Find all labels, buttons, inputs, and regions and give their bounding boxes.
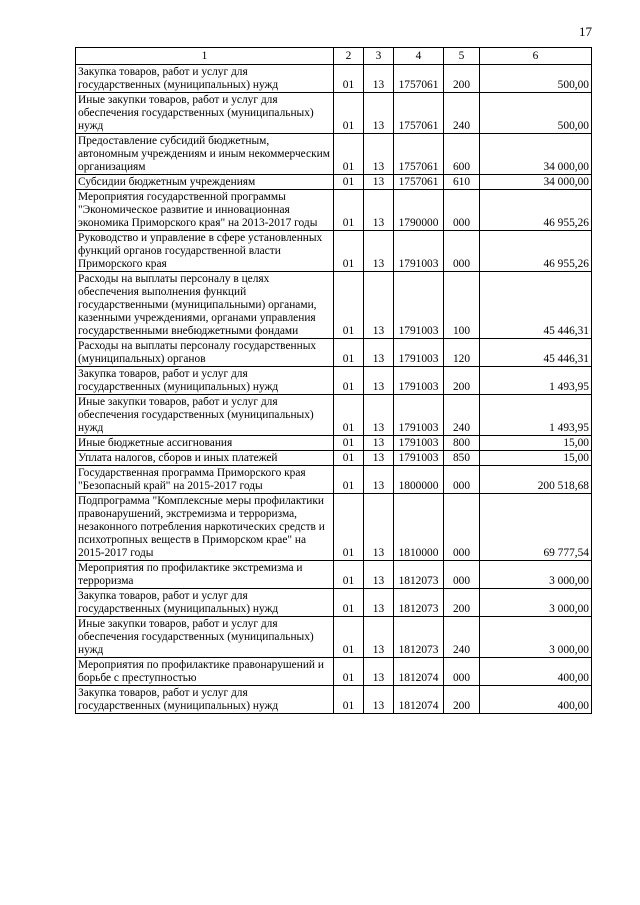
target-article-cell: 1757061 xyxy=(394,65,444,93)
target-article-cell: 1757061 xyxy=(394,134,444,175)
table-row xyxy=(76,466,592,494)
expense-type-cell: 240 xyxy=(444,617,480,658)
row-name-cell: Закупка товаров, работ и услуг для государственных (муниципальных) нужд xyxy=(76,589,334,617)
expense-type-cell: 240 xyxy=(444,395,480,436)
expense-type-cell: 240 xyxy=(444,93,480,134)
row-name-cell: Иные закупки товаров, работ и услуг для обеспечения государственных (муниципальных) нужд xyxy=(76,617,334,658)
column-header: 2 xyxy=(334,48,364,65)
column-header: 4 xyxy=(394,48,444,65)
table-row xyxy=(76,175,592,190)
target-article-cell: 1812074 xyxy=(394,686,444,714)
row-name-cell: Иные бюджетные ассигнования xyxy=(76,436,334,451)
table-body xyxy=(76,65,592,714)
table-row xyxy=(76,93,592,134)
section-code-cell: 01 xyxy=(334,339,364,367)
amount-cell: 46 955,26 xyxy=(480,190,592,231)
target-article-cell: 1757061 xyxy=(394,175,444,190)
expense-type-cell: 200 xyxy=(444,686,480,714)
subsection-code-cell: 13 xyxy=(364,367,394,395)
column-header: 6 xyxy=(480,48,592,65)
subsection-code-cell: 13 xyxy=(364,93,394,134)
section-code-cell: 01 xyxy=(334,589,364,617)
expense-type-cell: 200 xyxy=(444,367,480,395)
table-row xyxy=(76,231,592,272)
row-name-cell: Расходы на выплаты персоналу в целях обеспечения выполнения функций государственными (муниципальными) органами, казенными учреждениями, органами управления государственными внебюджетными фондами xyxy=(76,272,334,339)
subsection-code-cell: 13 xyxy=(364,686,394,714)
subsection-code-cell: 13 xyxy=(364,451,394,466)
header-row xyxy=(76,48,592,65)
row-name-cell: Подпрограмма "Комплексные меры профилактики правонарушений, экстремизма и терроризма, незаконного потребления наркотических средств и психотропных веществ в Приморском крае" на 2015-2017 годы xyxy=(76,494,334,561)
expense-type-cell: 100 xyxy=(444,272,480,339)
row-name-cell: Субсидии бюджетным учреждениям xyxy=(76,175,334,190)
target-article-cell: 1791003 xyxy=(394,436,444,451)
budget-table xyxy=(75,47,592,714)
amount-cell: 500,00 xyxy=(480,93,592,134)
table-row xyxy=(76,451,592,466)
section-code-cell: 01 xyxy=(334,272,364,339)
target-article-cell: 1812073 xyxy=(394,561,444,589)
column-header: 5 xyxy=(444,48,480,65)
expense-type-cell: 200 xyxy=(444,65,480,93)
table-row xyxy=(76,561,592,589)
row-name-cell: Руководство и управление в сфере установленных функций органов государственной власти Приморского края xyxy=(76,231,334,272)
row-name-cell: Государственная программа Приморского края "Безопасный край" на 2015-2017 годы xyxy=(76,466,334,494)
row-name-cell: Закупка товаров, работ и услуг для государственных (муниципальных) нужд xyxy=(76,686,334,714)
table-row xyxy=(76,190,592,231)
section-code-cell: 01 xyxy=(334,395,364,436)
table-row xyxy=(76,658,592,686)
row-name-cell: Мероприятия государственной программы "Экономическое развитие и инновационная экономика Приморского края" на 2013-2017 годы xyxy=(76,190,334,231)
row-name-cell: Уплата налогов, сборов и иных платежей xyxy=(76,451,334,466)
target-article-cell: 1810000 xyxy=(394,494,444,561)
table-row xyxy=(76,339,592,367)
column-header: 1 xyxy=(76,48,334,65)
expense-type-cell: 000 xyxy=(444,466,480,494)
section-code-cell: 01 xyxy=(334,658,364,686)
target-article-cell: 1812073 xyxy=(394,617,444,658)
section-code-cell: 01 xyxy=(334,190,364,231)
amount-cell: 45 446,31 xyxy=(480,339,592,367)
section-code-cell: 01 xyxy=(334,451,364,466)
expense-type-cell: 000 xyxy=(444,658,480,686)
expense-type-cell: 000 xyxy=(444,494,480,561)
table-row xyxy=(76,367,592,395)
subsection-code-cell: 13 xyxy=(364,231,394,272)
section-code-cell: 01 xyxy=(334,436,364,451)
section-code-cell: 01 xyxy=(334,231,364,272)
column-header: 3 xyxy=(364,48,394,65)
subsection-code-cell: 13 xyxy=(364,272,394,339)
expense-type-cell: 610 xyxy=(444,175,480,190)
table-row xyxy=(76,617,592,658)
amount-cell: 15,00 xyxy=(480,451,592,466)
section-code-cell: 01 xyxy=(334,686,364,714)
amount-cell: 200 518,68 xyxy=(480,466,592,494)
table-row xyxy=(76,494,592,561)
row-name-cell: Предоставление субсидий бюджетным, автономным учреждениям и иным некоммерческим организациям xyxy=(76,134,334,175)
amount-cell: 45 446,31 xyxy=(480,272,592,339)
row-name-cell: Закупка товаров, работ и услуг для государственных (муниципальных) нужд xyxy=(76,65,334,93)
table-row xyxy=(76,65,592,93)
target-article-cell: 1791003 xyxy=(394,272,444,339)
page-number: 17 xyxy=(579,24,592,39)
table-row xyxy=(76,436,592,451)
target-article-cell: 1757061 xyxy=(394,93,444,134)
expense-type-cell: 800 xyxy=(444,436,480,451)
subsection-code-cell: 13 xyxy=(364,190,394,231)
expense-type-cell: 850 xyxy=(444,451,480,466)
subsection-code-cell: 13 xyxy=(364,65,394,93)
amount-cell: 69 777,54 xyxy=(480,494,592,561)
table-row xyxy=(76,134,592,175)
section-code-cell: 01 xyxy=(334,367,364,395)
table-row xyxy=(76,589,592,617)
row-name-cell: Мероприятия по профилактике правонарушений и борьбе с преступностью xyxy=(76,658,334,686)
amount-cell: 1 493,95 xyxy=(480,395,592,436)
amount-cell: 1 493,95 xyxy=(480,367,592,395)
row-name-cell: Мероприятия по профилактике экстремизма и терроризма xyxy=(76,561,334,589)
expense-type-cell: 000 xyxy=(444,190,480,231)
subsection-code-cell: 13 xyxy=(364,134,394,175)
target-article-cell: 1791003 xyxy=(394,367,444,395)
amount-cell: 34 000,00 xyxy=(480,175,592,190)
subsection-code-cell: 13 xyxy=(364,561,394,589)
section-code-cell: 01 xyxy=(334,561,364,589)
section-code-cell: 01 xyxy=(334,134,364,175)
amount-cell: 15,00 xyxy=(480,436,592,451)
section-code-cell: 01 xyxy=(334,65,364,93)
target-article-cell: 1791003 xyxy=(394,451,444,466)
table-row xyxy=(76,686,592,714)
expense-type-cell: 000 xyxy=(444,561,480,589)
section-code-cell: 01 xyxy=(334,617,364,658)
amount-cell: 46 955,26 xyxy=(480,231,592,272)
table-row xyxy=(76,395,592,436)
row-name-cell: Расходы на выплаты персоналу государственных (муниципальных) органов xyxy=(76,339,334,367)
expense-type-cell: 200 xyxy=(444,589,480,617)
section-code-cell: 01 xyxy=(334,175,364,190)
amount-cell: 3 000,00 xyxy=(480,561,592,589)
target-article-cell: 1812073 xyxy=(394,589,444,617)
section-code-cell: 01 xyxy=(334,466,364,494)
target-article-cell: 1800000 xyxy=(394,466,444,494)
row-name-cell: Иные закупки товаров, работ и услуг для обеспечения государственных (муниципальных) нужд xyxy=(76,93,334,134)
target-article-cell: 1791003 xyxy=(394,395,444,436)
section-code-cell: 01 xyxy=(334,494,364,561)
subsection-code-cell: 13 xyxy=(364,658,394,686)
section-code-cell: 01 xyxy=(334,93,364,134)
subsection-code-cell: 13 xyxy=(364,175,394,190)
subsection-code-cell: 13 xyxy=(364,494,394,561)
amount-cell: 34 000,00 xyxy=(480,134,592,175)
subsection-code-cell: 13 xyxy=(364,395,394,436)
target-article-cell: 1791003 xyxy=(394,339,444,367)
amount-cell: 3 000,00 xyxy=(480,617,592,658)
row-name-cell: Закупка товаров, работ и услуг для государственных (муниципальных) нужд xyxy=(76,367,334,395)
expense-type-cell: 120 xyxy=(444,339,480,367)
subsection-code-cell: 13 xyxy=(364,436,394,451)
amount-cell: 400,00 xyxy=(480,658,592,686)
table-row xyxy=(76,272,592,339)
amount-cell: 500,00 xyxy=(480,65,592,93)
subsection-code-cell: 13 xyxy=(364,339,394,367)
subsection-code-cell: 13 xyxy=(364,617,394,658)
amount-cell: 400,00 xyxy=(480,686,592,714)
subsection-code-cell: 13 xyxy=(364,466,394,494)
target-article-cell: 1812074 xyxy=(394,658,444,686)
subsection-code-cell: 13 xyxy=(364,589,394,617)
target-article-cell: 1791003 xyxy=(394,231,444,272)
amount-cell: 3 000,00 xyxy=(480,589,592,617)
expense-type-cell: 000 xyxy=(444,231,480,272)
row-name-cell: Иные закупки товаров, работ и услуг для обеспечения государственных (муниципальных) нужд xyxy=(76,395,334,436)
expense-type-cell: 600 xyxy=(444,134,480,175)
target-article-cell: 1790000 xyxy=(394,190,444,231)
